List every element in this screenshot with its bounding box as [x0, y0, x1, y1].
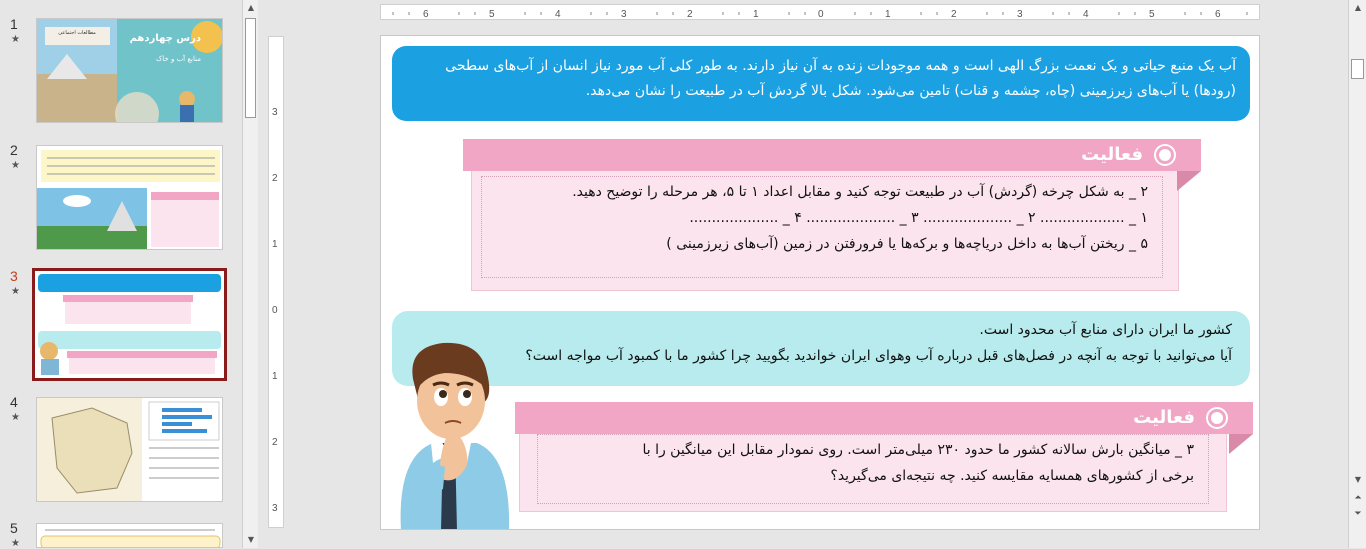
- scroll-up-arrow-icon[interactable]: ▲: [247, 3, 255, 12]
- ruler-tick-label: 2: [687, 9, 693, 20]
- ruler-tick-label: 3: [272, 107, 278, 118]
- thumbnail-star-icon: ★: [11, 34, 20, 45]
- thumbnail-star-icon: ★: [11, 538, 20, 549]
- activity-1-line-1: ۲ _ به شکل چرخه (گردش) آب در طبیعت توجه کنید و مقابل اعداد ۱ تا ۵، هر مرحله را توضیح دهید.: [572, 184, 1148, 200]
- ruler-tick-label: 5: [1149, 9, 1155, 20]
- banner-fold: [1229, 434, 1253, 454]
- slide-scroll-thumb[interactable]: [1351, 59, 1364, 79]
- next-slide-icon[interactable]: ⏷: [1354, 509, 1362, 519]
- ruler-tick-label: 1: [272, 239, 278, 250]
- thumbnail-2-art: [37, 146, 223, 250]
- ruler-tick-label: 4: [555, 9, 561, 20]
- ruler-tick-label: 2: [272, 437, 278, 448]
- thumbnail-1-title: درس چهاردهم: [129, 33, 201, 44]
- ruler-tick-label: 6: [1215, 9, 1221, 20]
- ruler-tick-label: 4: [1083, 9, 1089, 20]
- thumbnail-1-book-label: مطالعات اجتماعی: [58, 30, 96, 36]
- ruler-tick-label: 3: [1017, 9, 1023, 20]
- activity-2-line-1: ۳ _ میانگین بارش سالانه کشور ما حدود ۲۳۰ میلی‌متر است. روی نمودار مقابل این میانگین را با: [642, 442, 1194, 458]
- slide-thumbnail-4[interactable]: [36, 397, 223, 502]
- scroll-up-arrow-icon[interactable]: ▲: [1354, 3, 1362, 12]
- slide-thumbnail-3-selected[interactable]: [32, 268, 227, 381]
- horizontal-ruler[interactable]: [380, 4, 1260, 20]
- bullet-circle-icon: [1156, 146, 1174, 164]
- thumbnail-number-1: 1: [10, 16, 18, 32]
- slide-thumbnail-1[interactable]: [36, 18, 223, 123]
- activity-1-line-3: ۵ _ ریختن آب‌ها به داخل دریاچه‌ها و برکه‌ها یا فرورفتن در زمین (آب‌های زیرزمینی ): [666, 236, 1148, 252]
- info-line-2: آیا می‌توانید با توجه به آنچه در فصل‌های قبل درباره آب وهوای ایران خواندید بگویید چرا کشور ما با کمبود آب مواجه است؟: [525, 348, 1232, 364]
- slide-canvas[interactable]: [380, 35, 1260, 530]
- thumbnail-3-art: [35, 271, 224, 378]
- activity-1-text-frame[interactable]: [481, 176, 1163, 278]
- info-line-1: کشور ما ایران دارای منابع آب محدود است.: [979, 322, 1232, 338]
- intro-text-box[interactable]: آب یک منبع حیاتی و یک نعمت بزرگ الهی است و همه موجودات زنده به آن نیاز دارند. به طور کلی آب مورد نیاز انسان از آب‌های سطحی (رودها) یا آب‌های زیرزمینی (چاه، چشمه و قنات) تامین می‌شود. شکل بالا گردش آب در طبیعت را نشان می‌دهد.: [392, 46, 1250, 121]
- ruler-tick-label: 5: [489, 9, 495, 20]
- thumbnail-scrollbar[interactable]: [242, 0, 258, 548]
- slide-scrollbar[interactable]: [1348, 0, 1366, 548]
- thumbnail-number-5: 5: [10, 520, 18, 536]
- ruler-tick-label: 3: [272, 503, 278, 514]
- thumbnail-4-art: [37, 398, 223, 502]
- ruler-tick-label: 0: [818, 9, 824, 20]
- slide-thumbnail-5[interactable]: [36, 523, 223, 548]
- thumbnail-star-icon: ★: [11, 286, 20, 297]
- thumbnail-scroll-thumb[interactable]: [245, 18, 256, 118]
- activity-2-text-frame[interactable]: [537, 434, 1209, 504]
- activity-1-title: فعالیت: [1081, 144, 1143, 165]
- ruler-tick-label: 1: [272, 371, 278, 382]
- slide-thumbnail-pane: [0, 0, 258, 548]
- ruler-tick-label: 2: [951, 9, 957, 20]
- ruler-tick-label: 2: [272, 173, 278, 184]
- ruler-tick-label: 3: [621, 9, 627, 20]
- slide-thumbnail-2[interactable]: [36, 145, 223, 250]
- thumbnail-star-icon: ★: [11, 412, 20, 423]
- activity-1-line-2: ۱ _ ................... ۲ _ .................... ۳ _ .................... ۴ _ ....................: [689, 210, 1148, 226]
- thumbnail-5-art: [37, 524, 223, 548]
- thumbnail-star-icon: ★: [11, 160, 20, 171]
- thumbnail-number-4: 4: [10, 394, 18, 410]
- ruler-tick-label: 1: [885, 9, 891, 20]
- ruler-tick-label: 0: [272, 305, 278, 316]
- scroll-down-arrow-icon[interactable]: ▼: [247, 535, 255, 544]
- bullet-circle-icon: [1208, 409, 1226, 427]
- scroll-down-arrow-icon[interactable]: ▼: [1354, 475, 1362, 484]
- info-text-box[interactable]: [392, 311, 1250, 386]
- banner-fold: [1177, 171, 1201, 191]
- thumbnail-number-3: 3: [10, 268, 18, 284]
- thumbnail-1-subtitle: منابع آب و خاک: [156, 55, 201, 63]
- ruler-tick-label: 1: [753, 9, 759, 20]
- previous-slide-icon[interactable]: ⏶: [1354, 493, 1362, 503]
- thinking-boy-illustration[interactable]: [383, 339, 515, 530]
- thumbnail-number-2: 2: [10, 142, 18, 158]
- activity-2-line-2: برخی از کشورهای همسایه مقایسه کنید. چه نتیجه‌ای می‌گیرید؟: [830, 468, 1194, 484]
- vertical-ruler[interactable]: [268, 36, 284, 528]
- activity-2-title: فعالیت: [1133, 407, 1195, 428]
- ruler-tick-label: 6: [423, 9, 429, 20]
